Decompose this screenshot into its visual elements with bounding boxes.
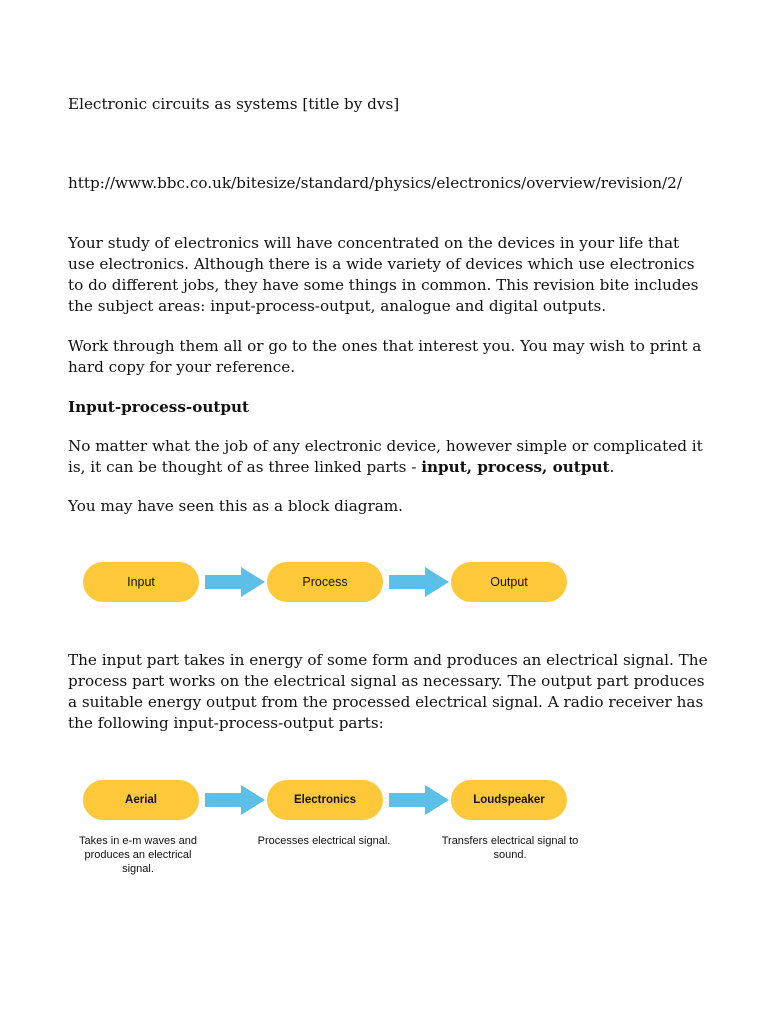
block-electronics: Electronics: [267, 780, 383, 820]
instruction-paragraph: Work through them all or go to the ones that interest you. You may wish to print a hard copy for your reference.: [68, 337, 702, 376]
block-diagram-radio: [80, 780, 570, 822]
block-process: Process: [267, 562, 383, 602]
arrow-right-icon: [205, 567, 265, 597]
section-heading: Input-process-output: [68, 398, 250, 416]
block-diagram-generic: [80, 562, 570, 604]
intro-paragraph: Your study of electronics will have concentrated on the devices in your life that use electronics. Although there is a wide variety of devices which use electronics to do different jobs, they have some things in common. This revision bite includes the subject areas: input-process-output, analogue and digital outputs.: [68, 234, 699, 315]
caption-electronics: Processes electrical signal.: [257, 835, 391, 847]
linked-parts-bold: input, process, output: [421, 458, 610, 476]
radio-paragraph: The input part takes in energy of some form and produces an electrical signal. The process part works on the electrical signal as necessary. The output part produces a suitable energy output from the processed electrical signal. A radio receiver has the following input-process-output parts:: [68, 651, 708, 732]
linked-parts-end: .: [609, 458, 615, 476]
block-loudspeaker: Loudspeaker: [451, 780, 567, 820]
block-output: Output: [451, 562, 567, 602]
source-url: http://www.bbc.co.uk/bitesize/standard/physics/electronics/overview/revision/2/: [68, 174, 682, 192]
arrow-right-icon: [205, 785, 265, 815]
block-aerial: Aerial: [83, 780, 199, 820]
document-title: Electronic circuits as systems [title by dvs]: [68, 95, 400, 113]
caption-aerial: Takes in e-m waves and produces an electrical signal.: [79, 835, 197, 875]
caption-loudspeaker: Transfers electrical signal to sound.: [441, 835, 579, 861]
block-diagram-intro: You may have seen this as a block diagram.: [68, 497, 404, 515]
linked-parts-paragraph: [68, 436, 718, 478]
arrow-right-icon: [389, 567, 449, 597]
block-input: Input: [83, 562, 199, 602]
linked-parts-text: No matter what the job of any electronic device, however simple or complicated it is, it can be thought of as three linked parts -: [68, 437, 703, 476]
arrow-right-icon: [389, 785, 449, 815]
